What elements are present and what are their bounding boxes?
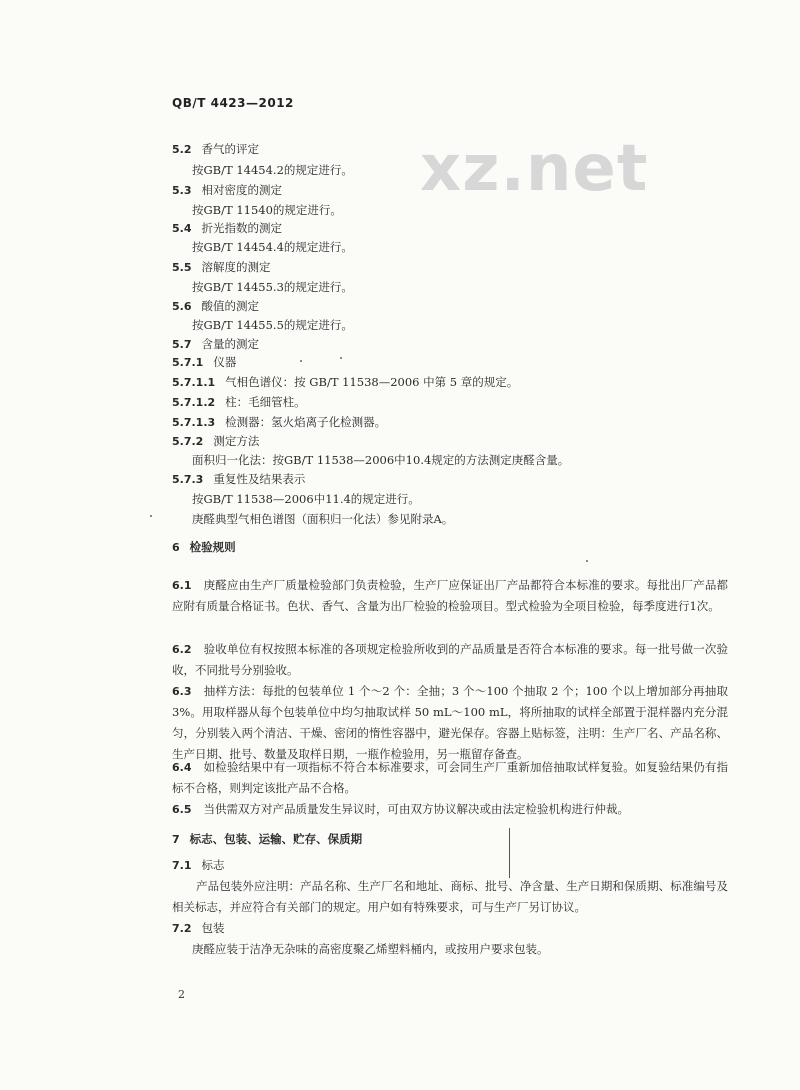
section-body: 庚醛典型气相色谱图（面积归一化法）参见附录A。 [192, 512, 454, 526]
clause-6-1: 6.1 庚醛应由生产厂质量检验部门负责检验，生产厂应保证出厂产品都符合本标准的要求。每批出厂产品都应附有质量合格证书。色状、香气、含量为出厂检验的检验项目。型式检验为全项目检验，每季度进行1次。 [172, 578, 728, 613]
section-body: 按GB/T 14454.2的规定进行。 [192, 163, 353, 177]
section-heading: 5.3 相对密度的测定 [172, 183, 282, 197]
section-heading: 5.5 溶解度的测定 [172, 260, 271, 274]
scan-artifact-dot [300, 360, 302, 362]
section-body: 按GB/T 14454.4的规定进行。 [192, 240, 353, 254]
subsection-item: 5.7.1.1 气相色谱仪：按 GB/T 11538—2006 中第 5 章的规定。 [172, 375, 519, 389]
section-body: 面积归一化法：按GB/T 11538—2006中10.4规定的方法测定庚醛含量。 [192, 453, 570, 467]
clause-7-1-body: 产品包装外应注明：产品名称、生产厂名和地址、商标、批号、净含量、生产日期和保质期、标准编号及相关标志，并应符合有关部门的规定。用户如有特殊要求，可与生产厂另订协议。 [172, 879, 728, 914]
section-heading: 5.4 折光指数的测定 [172, 221, 282, 235]
section-heading: 5.6 酸值的测定 [172, 299, 259, 313]
section-heading: 5.7 含量的测定 [172, 337, 259, 351]
clause-6-2: 6.2 验收单位有权按照本标准的各项规定检验所收到的产品质量是否符合本标准的要求。每一批号做一次验收，不同批号分别验收。 [172, 642, 728, 677]
watermark: xz.net [420, 132, 649, 206]
section-body: 按GB/T 14455.3的规定进行。 [192, 280, 353, 294]
section-body: 按GB/T 14455.5的规定进行。 [192, 318, 353, 332]
subsection-heading: 7.2 包装 [172, 921, 225, 935]
scan-artifact-dot [586, 560, 588, 562]
chapter-heading: 6 检验规则 [172, 540, 236, 554]
section-body: 按GB/T 11538—2006中11.4的规定进行。 [192, 492, 420, 506]
subsection-heading: 5.7.2 测定方法 [172, 434, 260, 448]
clause-6-3: 6.3 抽样方法：每批的包装单位 1 个～2 个：全抽；3 个～100 个抽取 2 个；100 个以上增加部分再抽取 3%。用取样器从每个包装单位中均匀抽取试样 50 mL～100 mL，将所抽取的试样全部置于混样器内充分混匀，分别装入两个清洁、干燥、密闭的惰性容器中，避光保存。容器上贴标签，注明：生产厂名、产品名称、生产日期、批号、数量及取样日期，一瓶作检验用，另一瓶留存备查。 [172, 684, 729, 761]
subsection-heading: 7.1 标志 [172, 858, 225, 872]
page-number: 2 [178, 988, 185, 1001]
chapter-heading: 7 标志、包装、运输、贮存、保质期 [172, 832, 363, 846]
subsection-item: 5.7.1.3 检测器：氢火焰离子化检测器。 [172, 415, 387, 429]
section-heading: 5.2 香气的评定 [172, 142, 259, 156]
clause-6-4: 6.4 如检验结果中有一项指标不符合本标准要求，可会同生产厂重新加倍抽取试样复验。如复验结果仍有指标不合格，则判定该批产品不合格。 [172, 760, 728, 795]
section-body: 按GB/T 11540的规定进行。 [192, 203, 342, 217]
subsection-heading: 5.7.1 仪器 [172, 355, 237, 369]
section-body: 庚醛应装于洁净无杂味的高密度聚乙烯塑料桶内，或按用户要求包装。 [192, 942, 549, 956]
scan-artifact-dot [340, 357, 342, 359]
standard-code-header: QB/T 4423—2012 [172, 96, 294, 110]
scan-artifact-line [509, 828, 510, 878]
subsection-item: 5.7.1.2 柱：毛细管柱。 [172, 395, 306, 409]
scan-artifact-dot [150, 515, 152, 517]
subsection-heading: 5.7.3 重复性及结果表示 [172, 472, 306, 486]
clause-6-5: 6.5 当供需双方对产品质量发生异议时，可由双方协议解决或由法定检验机构进行仲裁。 [172, 802, 629, 816]
